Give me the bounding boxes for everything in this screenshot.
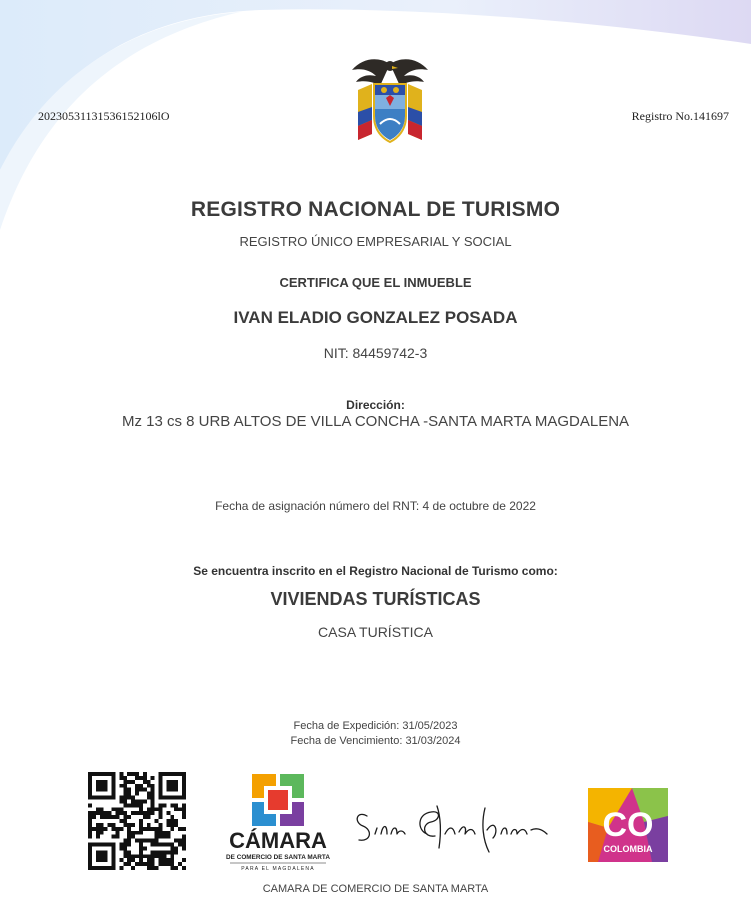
registration-subcategory: CASA TURÍSTICA xyxy=(318,624,433,640)
camara-logo-text: CÁMARA xyxy=(229,828,327,853)
registered-as-label: Se encuentra inscrito en el Registro Nacional de Turismo como: xyxy=(193,564,558,578)
handwritten-signature xyxy=(345,794,557,858)
expiry-date: Fecha de Vencimiento: 31/03/2024 xyxy=(290,735,461,747)
owner-name: IVAN ELADIO GONZALEZ POSADA xyxy=(233,308,518,327)
co-logo-subtext: COLOMBIA xyxy=(603,844,653,854)
registry-number: Registro No.141697 xyxy=(631,109,729,123)
issuer-name: CAMARA DE COMERCIO DE SANTA MARTA xyxy=(262,883,489,895)
address-value: Mz 13 cs 8 URB ALTOS DE VILLA CONCHA -SANTA MARTA MAGDALENA xyxy=(121,413,630,430)
certificate-title: REGISTRO NACIONAL DE TURISMO xyxy=(190,198,561,221)
document-serial: 20230531131536152106lO xyxy=(38,109,170,123)
certificate-subtitle: REGISTRO ÚNICO EMPRESARIAL Y SOCIAL xyxy=(239,234,512,249)
nit-number: NIT: 84459742-3 xyxy=(323,345,428,361)
camara-logo-subtext: DE COMERCIO DE SANTA MARTA xyxy=(226,854,330,861)
address-label: Dirección: xyxy=(346,398,405,412)
issue-date: Fecha de Expedición: 31/05/2023 xyxy=(293,720,458,732)
assignment-date: Fecha de asignación número del RNT: 4 de octubre de 2022 xyxy=(215,499,536,513)
certifies-label: CERTIFICA QUE EL INMUEBLE xyxy=(279,275,472,290)
coat-of-arms-icon xyxy=(348,54,432,146)
co-colombia-logo xyxy=(588,788,668,862)
registration-category: VIVIENDAS TURÍSTICAS xyxy=(270,589,481,609)
co-logo-text: CO xyxy=(602,806,654,844)
camara-logo-tagline: PARA EL MAGDALENA xyxy=(241,866,315,872)
camara-comercio-logo xyxy=(222,768,334,874)
qr-code-icon xyxy=(88,772,186,870)
